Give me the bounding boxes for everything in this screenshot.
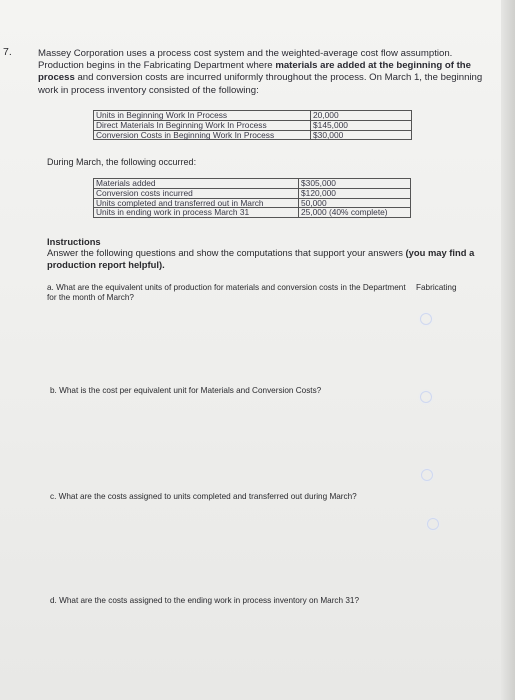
table-row <box>94 188 411 198</box>
instructions-bold: (you may find a production report helpful). <box>47 247 475 270</box>
table-row <box>94 130 412 140</box>
table-cell-value: $120,000 <box>299 188 411 198</box>
during-march-text: During March, the following occurred: <box>47 157 197 167</box>
table-cell-value: 25,000 (40% complete) <box>299 208 411 218</box>
table-row <box>94 208 411 218</box>
page-edge-shadow <box>501 0 515 700</box>
table-row <box>94 120 412 130</box>
table-row <box>94 111 412 121</box>
question-d: d. What are the costs assigned to the ending work in process inventory on March 31? <box>50 596 360 605</box>
table-cell-value: $145,000 <box>311 120 412 130</box>
table-cell-label: Materials added <box>94 179 299 189</box>
instructions-body: Answer the following questions and show the computations that support your answers <box>47 247 406 258</box>
table-cell-value: $305,000 <box>299 179 411 189</box>
table-cell-label: Conversion costs incurred <box>94 188 299 198</box>
question-a-fabricating: Fabricating <box>416 283 457 292</box>
problem-intro <box>38 48 493 97</box>
table-cell-label: Conversion Costs in Beginning Work In Process <box>94 130 311 140</box>
circle-mark-icon <box>421 469 433 481</box>
instructions-heading: Instructions <box>47 236 101 247</box>
question-a: a. What are the equivalent units of production for materials and conversion costs in the Department for the month of March? <box>47 283 406 302</box>
table-cell-label: Direct Materials In Beginning Work In Process <box>94 120 311 130</box>
table-cell-value: $30,000 <box>311 130 412 140</box>
table-row <box>94 179 411 189</box>
table-cell-value: 50,000 <box>299 198 411 208</box>
intro-bold-text: materials are added at the beginning of the process <box>38 60 471 84</box>
circle-mark-icon <box>420 391 432 403</box>
circle-mark-icon <box>427 518 439 530</box>
table-cell-label: Units in Beginning Work In Process <box>94 111 311 121</box>
table-cell-label: Units in ending work in process March 31 <box>94 208 299 218</box>
question-number: 7. <box>3 46 12 58</box>
instructions-text <box>47 247 477 271</box>
circle-mark-icon <box>420 313 432 325</box>
march-activity-table <box>93 178 411 218</box>
table-cell-value: 20,000 <box>311 111 412 121</box>
question-c: c. What are the costs assigned to units completed and transferred out during March? <box>50 492 357 501</box>
question-b: b. What is the cost per equivalent unit for Materials and Conversion Costs? <box>50 386 322 395</box>
intro-text-1: Massey Corporation uses a process cost system and the weighted-average cost flow assumption. Production begins in the Fabricating Department where <box>38 48 453 72</box>
intro-text-2: and conversion costs are incurred uniformly throughout the process. On March 1, the beginning work in process inventory consisted of the following: <box>38 72 483 96</box>
table-cell-label: Units completed and transferred out in March <box>94 198 299 208</box>
beginning-wip-table <box>93 110 412 140</box>
